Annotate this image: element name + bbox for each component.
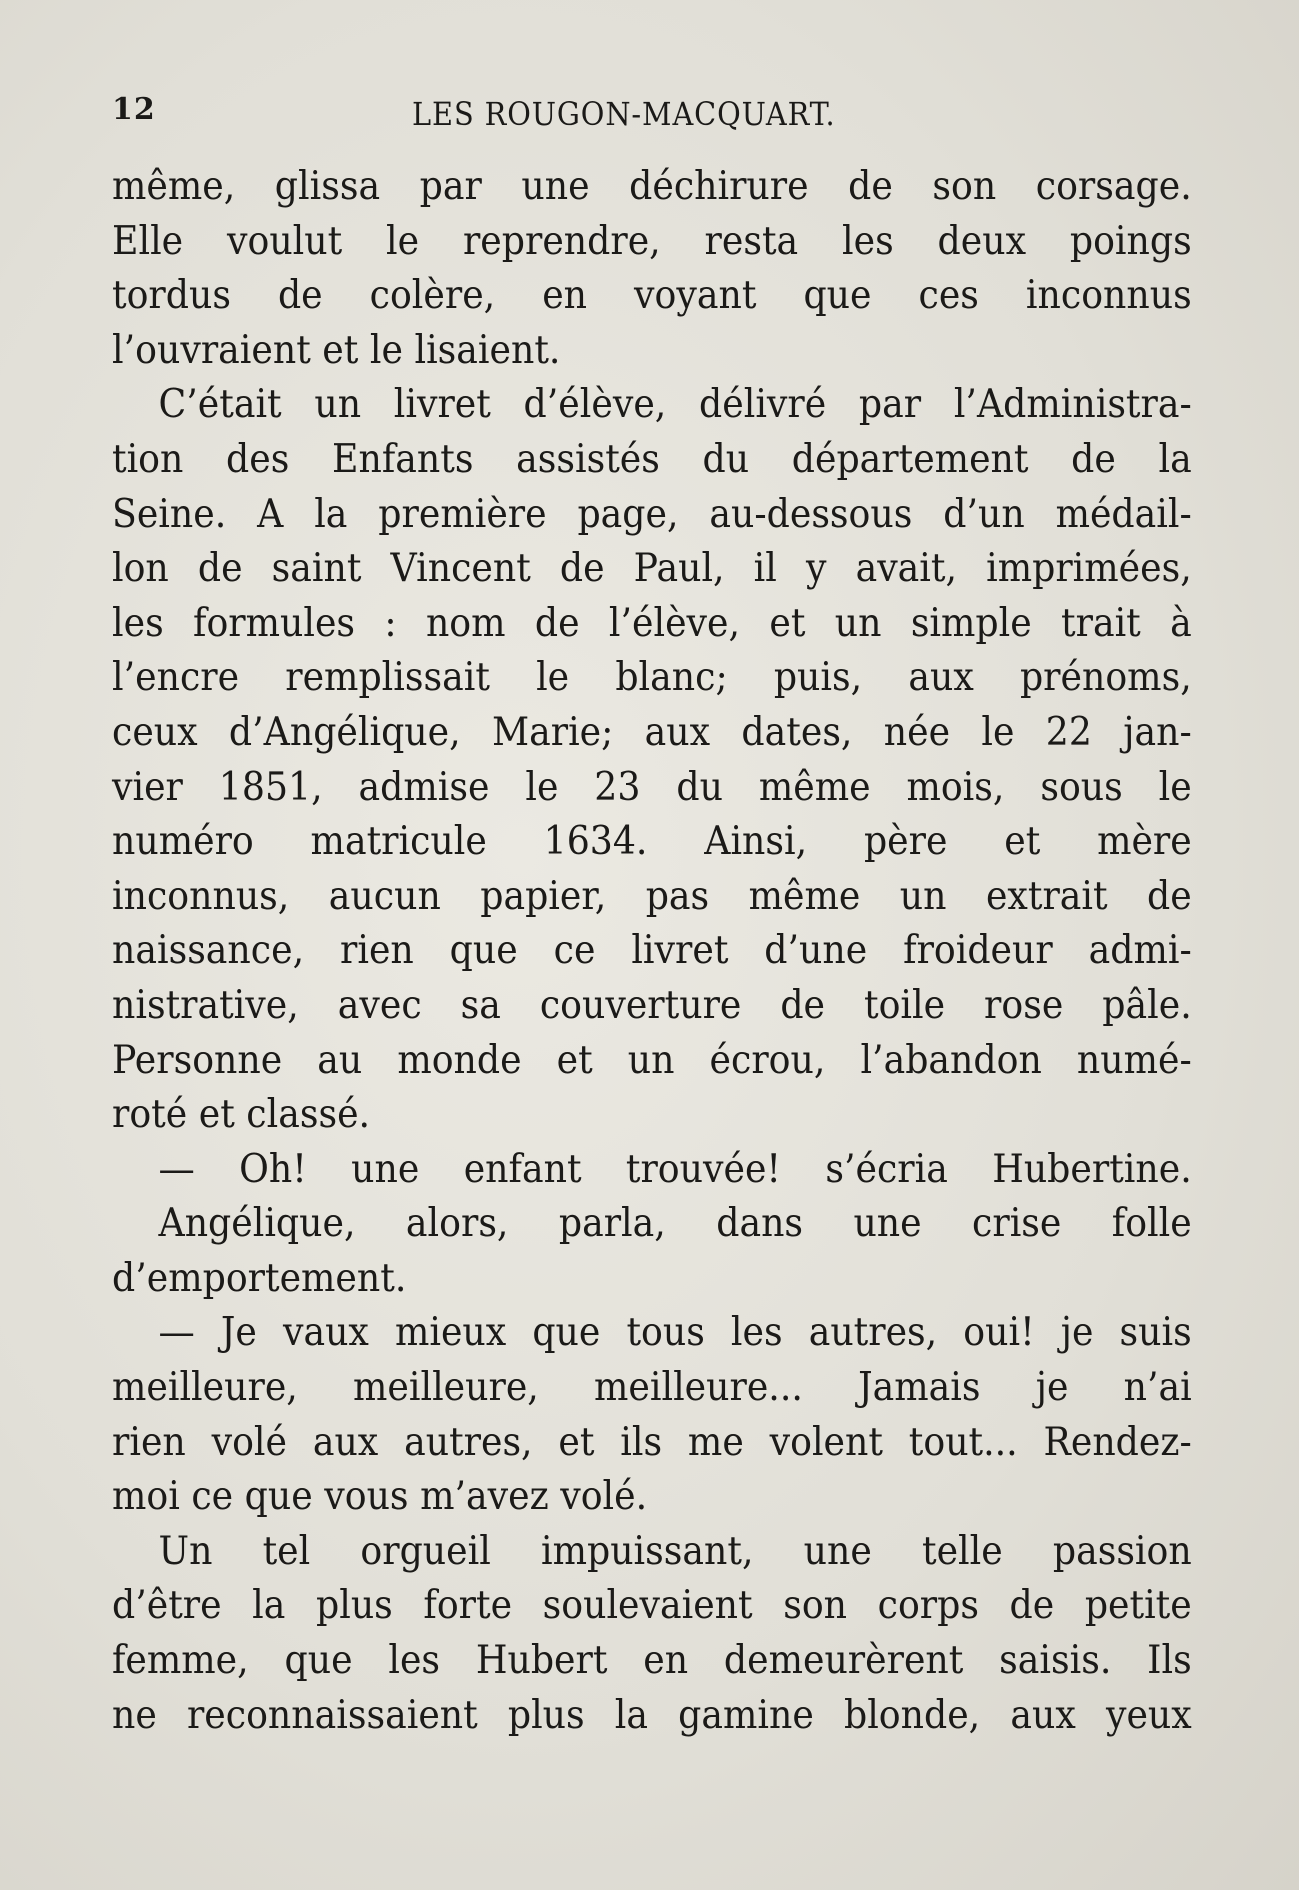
- text-line: d’être la plus forte soulevaient son corps de petite: [112, 1583, 1192, 1629]
- text-line: lon de saint Vincent de Paul, il y avait, imprimées,: [112, 546, 1192, 592]
- text-line: Personne au monde et un écrou, l’abandon numé-: [112, 1037, 1192, 1083]
- text-line: rien volé aux autres, et ils me volent tout... Rendez-: [112, 1419, 1192, 1465]
- page-number: 12: [112, 92, 156, 127]
- text-line: tordus de colère, en voyant que ces inconnus: [112, 273, 1192, 319]
- text-line: même, glissa par une déchirure de son corsage.: [112, 164, 1192, 209]
- body-text: [112, 160, 1192, 1743]
- running-title: LES ROUGON-MACQUART.: [412, 95, 836, 133]
- text-line: Un tel orgueil impuissant, une telle passion: [158, 1528, 1192, 1574]
- text-line: tion des Enfants assistés du département de la: [112, 436, 1192, 482]
- text-line: meilleure, meilleure, meilleure... Jamais je n’ai: [112, 1365, 1192, 1411]
- text-line: ceux d’Angélique, Marie; aux dates, née le 22 jan-: [112, 709, 1192, 755]
- text-line: nistrative, avec sa couverture de toile rose pâle.: [112, 982, 1192, 1028]
- text-line: naissance, rien que ce livret d’une froideur admi-: [112, 928, 1192, 974]
- text-line: Angélique, alors, parla, dans une crise folle: [158, 1201, 1192, 1247]
- text-line: vier 1851, admise le 23 du même mois, sous le: [112, 764, 1192, 810]
- text-line: Elle voulut le reprendre, resta les deux poings: [112, 218, 1192, 264]
- text-line: les formules : nom de l’élève, et un simple trait à: [112, 600, 1192, 646]
- text-line: — Je vaux mieux que tous les autres, oui! je suis: [158, 1310, 1192, 1356]
- text-line: Seine. A la première page, au-dessous d’un médail-: [112, 491, 1192, 537]
- text-line: femme, que les Hubert en demeurèrent saisis. Ils: [112, 1638, 1192, 1684]
- text-line: C’était un livret d’élève, délivré par l’Administra-: [158, 382, 1192, 428]
- text-line: inconnus, aucun papier, pas même un extrait de: [112, 873, 1192, 919]
- text-line: moi ce que vous m’avez volé.: [112, 1474, 648, 1520]
- running-head: [112, 92, 1192, 142]
- text-line: l’ouvraient et le lisaient.: [112, 327, 561, 373]
- text-line: d’emportement.: [112, 1255, 407, 1301]
- text-line: l’encre remplissait le blanc; puis, aux prénoms,: [112, 655, 1192, 701]
- text-line: numéro matricule 1634. Ainsi, père et mère: [112, 819, 1192, 865]
- text-line: — Oh! une enfant trouvée! s’écria Hubertine.: [158, 1146, 1192, 1192]
- text-line: roté et classé.: [112, 1092, 371, 1138]
- text-line: ne reconnaissaient plus la gamine blonde, aux yeux: [112, 1692, 1192, 1738]
